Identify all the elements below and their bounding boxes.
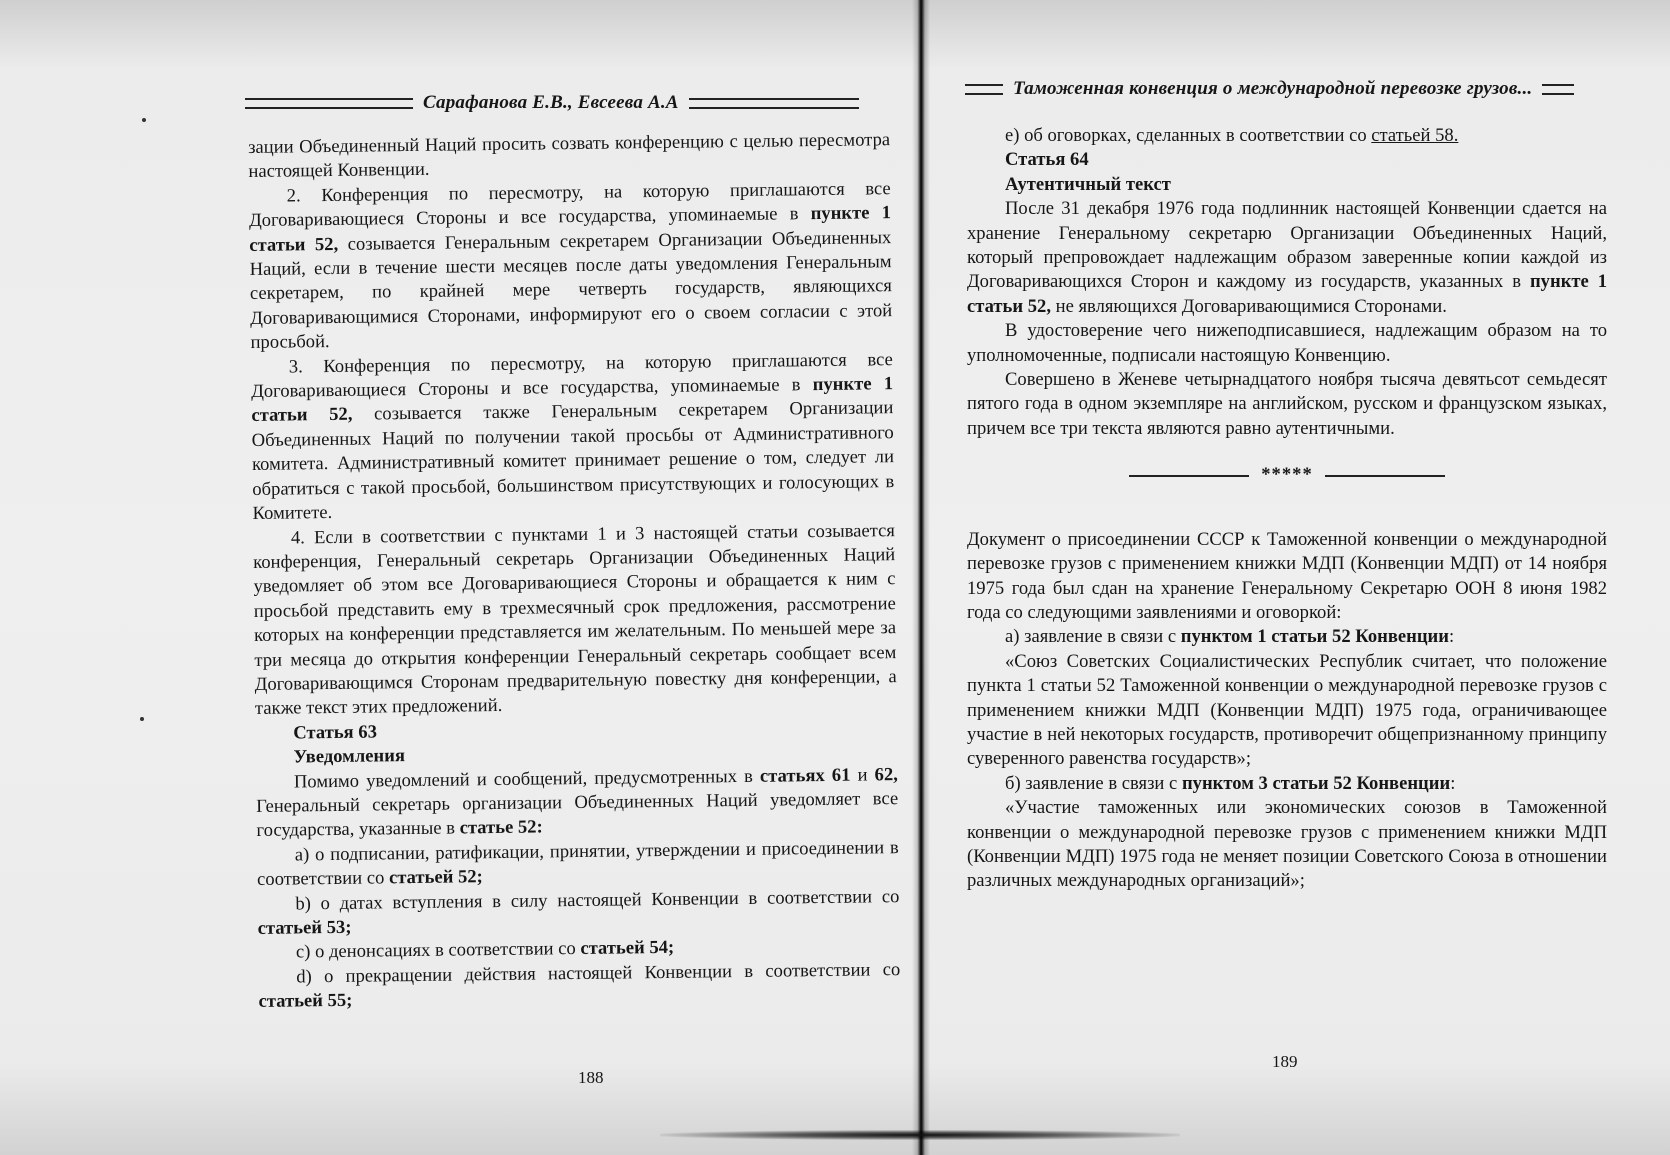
right-page (925, 0, 1670, 1155)
right-running-header (965, 78, 1607, 100)
article-64-subtitle: Аутентичный текст (1005, 173, 1171, 195)
right-body-text (967, 124, 1607, 894)
scan-speck (142, 118, 146, 122)
right-page-number: 189 (1272, 1052, 1298, 1071)
article-63-subtitle: Уведомления (293, 745, 406, 768)
article-64-title: Статья 64 (1005, 149, 1089, 171)
paragraph: После 31 декабря 1976 года подлинник настоящей Конвенции сдается на хранение Генеральному секретарю Организации Объединенных Наций, который препровождает надлежащим образом заверенные копии каждой из Договаривающихся Сторон и каждому из государств, указанных в пункте 1 статьи 52, не являющихся Договаривающимися Сторонами. (967, 198, 1607, 317)
section-separator: ***** (967, 463, 1607, 487)
list-item: b) о датах вступления в силу настоящей Конвенции в соответствии со статьей 53; (257, 885, 900, 939)
header-rule-right (1542, 84, 1574, 95)
left-header-title: Сарафанова Е.В., Евсеева А.А (423, 92, 679, 113)
left-page-number: 188 (578, 1068, 604, 1087)
list-item: c) о денонсациях в соответствии со статьей 54; (295, 937, 675, 963)
paragraph: 3. Конференция по пересмотру, на которую приглашаются все Договаривающиеся Стороны и все государства, упоминаемые в пункте 1 статьи 52, созывается также Генеральным секретарем Организации Объединенных Наций по получении такой просьбы от Административного комитета. Административный комитет принимает решение о том, следует ли обратиться с такой просьбой, большинством присутствующих и голосующих в Комитете. (250, 348, 895, 525)
right-header-title: Таможенная конвенция о международной перевозке грузов... (1013, 78, 1533, 99)
paragraph: Документ о присоединении СССР к Таможенной конвенции о международной перевозке грузов с применением книжки МДП (Конвенции МДП) от 14 ноября 1975 года был сдан на хранение Генеральному Секретарю ООН 8 июня 1982 года со следующими заявлениями и оговоркой: (967, 528, 1607, 623)
paragraph: Помимо уведомлений и сообщений, предусмотренных в статьях 61 и 62, Генеральный секретарь организации Объединенных Наций уведомляет все государства, указанные в статье 52: (256, 763, 899, 842)
article-63-title: Статья 63 (293, 721, 378, 744)
paragraph: «Союз Советских Социалистических Республик считает, что положение пункта 1 статьи 52 Таможенной конвенции о международной перевозке грузов с применением книжки МДП (Конвенции МДП) 1975 года, ограничивающее участие в ней некоторых государств, противоречит общепризнанному принципу суверенного равенства государств»; (967, 650, 1607, 770)
paragraph: Совершено в Женеве четырнадцатого ноября тысяча девятьсот семьдесят пятого года в одном экземпляре на английском, русском и французском языках, причем все три текста являются равно аутентичными. (967, 369, 1607, 439)
list-item: a) о подписании, ратификации, принятии, утверждении и присоединении в соответствии со статьей 52; (256, 836, 899, 891)
header-rule-right (689, 98, 859, 109)
paragraph: В удостоверение чего нижеподписавшиеся, надлежащим образом на то уполномоченные, подписали настоящую Конвенцию. (967, 320, 1607, 366)
paragraph: «Участие таможенных или экономических союзов в Таможенной конвенции о международной перевозке грузов с применением книжки МДП (Конвенции МДП) 1975 года не меняет позиции Советского Союза в отношении различных международных организаций»; (967, 797, 1607, 892)
paragraph: а) заявление в связи с пунктом 1 статьи 52 Конвенции: (1005, 626, 1455, 648)
scan-speck (140, 717, 144, 721)
list-item: d) о прекращении действия настоящей Конвенции в соответствии со статьей 55; (258, 958, 901, 1013)
list-item: e) об оговорках, сделанных в соответствии со статьей 58. (1005, 125, 1459, 146)
header-rule-left (245, 98, 413, 109)
paragraph: б) заявление в связи с пунктом 3 статьи 52 Конвенции: (1005, 772, 1456, 794)
left-running-header (245, 92, 880, 114)
header-rule-left (965, 84, 1003, 95)
paragraph: 4. Если в соответствии с пунктами 1 и 3 настоящей статьи созывается конференция, Генеральный секретарь Организации Объединенных Наций уведомляет об этом все Договаривающиеся Стороны и обращается к ним с просьбой представить ему в трехмесячный срок предложения, рассмотрение которых на конференции представляется им желательным. По меньшей мере за три месяца до открытия конференции Генеральный секретарь сообщает всем Договаривающимся Сторонам предварительную повестку дня конференции, а также текст этих предложений. (253, 519, 897, 720)
paragraph: зации Объединенный Наций просить созвать конференцию с целью пересмотра настоящей Конвенции. (248, 129, 891, 183)
left-body-text (248, 128, 901, 1014)
paragraph: 2. Конференция по пересмотру, на которую приглашаются все Договаривающиеся Стороны и все государства, упоминаемые в пункте 1 статьи 52, созывается Генеральным секретарем Организации Объединенных Наций, если в течение шести месяцев после даты уведомления Генеральным секретарем, по крайней мере четверть государств, являющихся Договаривающимися Сторонами, информируют его о своем согласии с этой просьбой. (248, 177, 893, 354)
